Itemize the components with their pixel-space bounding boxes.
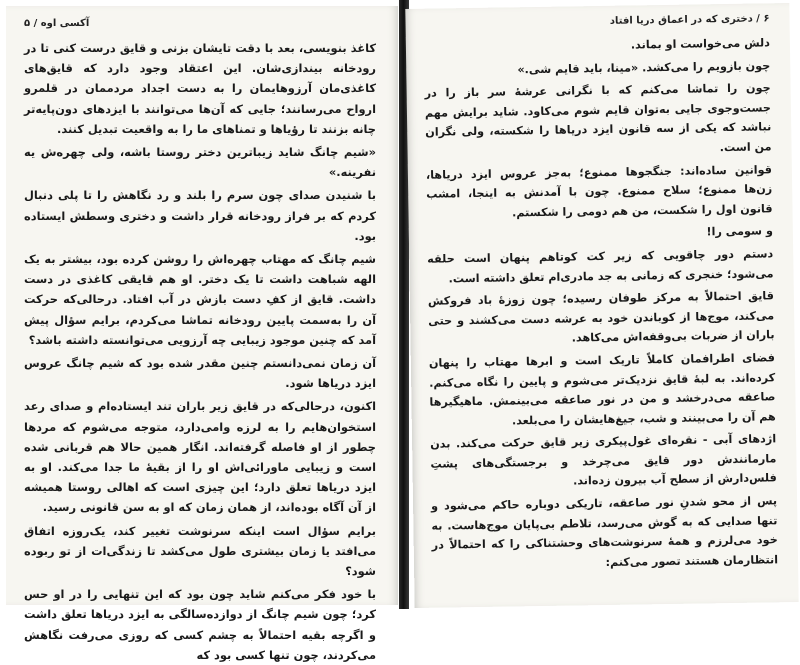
left-paragraph-1: کاغذ بنویسی، بعد با دقت تایشان بزنی و قایق درست کنی تا در رودخانه بیندازی‌شان. این اعتقاد وجود دارد که قایق‌های کاغذی‌مان آرزوهایمان را به دست اجداد مردممان در قلمرو ارواح می‌رسانند؛ جایی که آن‌ها می‌توانند با ایزدهای دون‌پایه‌تر چانه بزنند تا رؤیاها و تمناهای ما را به واقعیت تبدیل کنند. (24, 41, 376, 136)
right-paragraph-4: قوانین ساده‌اند: جنگجوها ممنوع؛ به‌جز عروس ایزد دریاها، زن‌ها ممنوع؛ سلاح ممنوع. چون با آمدنش به اینجا، امشب قانون اول را شکست، من هم دومی را شکستم. (425, 162, 773, 220)
left-paragraph-6: اکنون، درحالی‌که در قایق زیر باران تند ایستاده‌ام و صدای رعد استخوان‌هایم را به لرزه وامی‌دارد، متوجه می‌شوم که مردها چطور از او فاصله گرفته‌اند. انگار همین حالا هم قربانی شده است و زیبایی ماورائی‌اش او را از بقیهٔ ما جدا می‌کند. او به ایزد دریاها تعلق دارد؛ این چیزی است که اهالی روستا همیشه از آن آگاه بوده‌اند، از همان زمان که او به سن قانونی رسید. (24, 399, 376, 515)
left-paragraph-3: با شنیدن صدای چون سرم را بلند و رد نگاهش را تا پلی دنبال کردم که بر فراز رودخانه قرار داشت و دختری وسطش ایستاده بود. (24, 188, 376, 243)
right-paragraph-2: چون بازویم را می‌کشد. «مینا، باید قایم شی.» (517, 58, 771, 76)
right-paragraph-5: و سومی را! (706, 224, 773, 239)
left-paragraph-5: آن زمان نمی‌دانستم چنین مقدر شده بود که شیم چانگ عروس ایزد دریاها شود. (24, 356, 376, 391)
right-paragraph-7: قایق احتمالاً به مرکز طوفان رسیده؛ چون زوزهٔ باد فروکش می‌کند، موج‌ها از کوباندن خود به عرشه دست می‌کشند و حتی باران از ضربات بی‌وقفه‌اش می‌کاهد. (427, 289, 775, 345)
left-paragraph-8: با خود فکر می‌کنم شاید چون بود که این تنهایی را در او حس کرد؛ چون شیم چانگ از دوازده‌سالگی به ایزد دریاها تعلق داشت و اگرچه بقیه احتمالاً به چشم کسی که روزی می‌رفت نگاهش می‌کردند، چون تنها کسی بود که (24, 587, 376, 662)
right-paragraph-3: چون را تماشا می‌کنم که با نگرانی عرشهٔ سر باز را در جست‌وجوی جایی به‌توان قایم شوم می‌کاود. شاید برایش مهم نباشد که یکی از سه قانون ایزد دریاها را شکسته، ولی نگران من است. (424, 81, 772, 155)
right-page-header: ۶ / دختری که در اعماق دریا افتاد (609, 13, 770, 27)
left-page-header: آکسی اوه / ۵ (24, 18, 90, 29)
right-paragraph-9: اژدهای آبی - نقره‌ای غول‌پیکری زیر قایق حرکت می‌کند. بدن مارمانندش دور قایق می‌چرخد و برجستگی‌های پشتِ فلس‌دارش از سطح آب بیرون زده‌اند. (430, 432, 777, 488)
right-paragraph-10: پس از محو شدنِ نور صاعقه، تاریکی دوباره حاکم می‌شود و تنها صدایی که به گوش می‌رسد، تلاطم بی‌پایان موج‌هاست. به خود می‌لرزم و همهٔ سرنوشت‌های وحشتناکی را که احتمالاً در انتظارمان هستند تصور می‌کنم: (431, 494, 779, 569)
right-paragraph-6: دستم دور چاقویی که زیر کت کوتاهم پنهان است حلقه می‌شود؛ خنجری که زمانی به جد مادری‌ام تعلق داشته است. (427, 247, 774, 285)
left-paragraph-4: شیم چانگ که مهتاب چهره‌اش را روشن کرده بود، بیشتر به یک الهه شباهت داشت تا یک دختر. او هم قایقی کاغذی در دست داشت. قایق از کفِ دست بازش در آب افتاد. درحالی‌که حرکت آن را به‌سمت پایین رودخانه تماشا می‌کردم، برایم سؤال پیش آمد که چنین موجود زیبایی چه آرزویی می‌توانسته داشته باشد؟ (24, 252, 376, 347)
right-paragraph-1: دلش می‌خواست او بماند. (630, 36, 770, 52)
right-book-page (405, 3, 798, 608)
right-paragraph-8: فضای اطرافمان کاملاً تاریک است و ابرها مهتاب را پنهان کرده‌اند. به لبهٔ قایق نزدیک‌تر می‌شوم و پایین را نگاه می‌کنم. صاعقه می‌درخشد و من در نور صاعقه می‌بینمش. ماهیگیرها هم آن را می‌بینند و شب، جیغ‌هایشان را می‌بلعد. (428, 351, 776, 428)
left-paragraph-7: برایم سؤال است اینکه سرنوشت تغییر کند، یک‌روزه اتفاق می‌افتد یا زمان بیشتری طول می‌کشد تا زندگی‌ات از تو ربوده شود؟ (24, 523, 376, 579)
left-paragraph-2: «شیم چانگ شاید زیباترین دختر روستا باشه، ولی چهره‌ش یه نفرینه.» (24, 145, 376, 180)
left-book-page (6, 6, 398, 662)
